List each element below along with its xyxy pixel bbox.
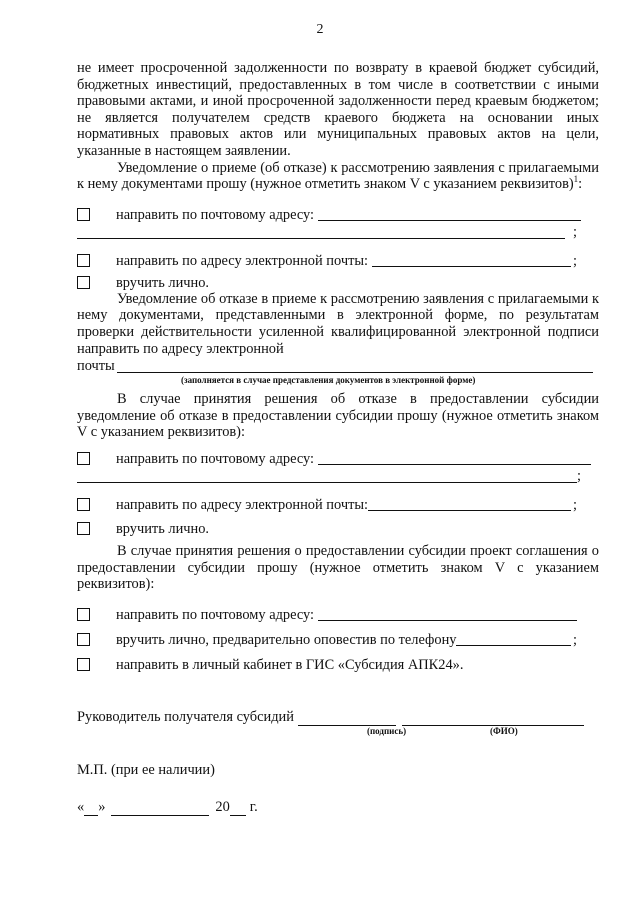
semicolon: ; (573, 223, 577, 240)
s3-postal-line2-row (77, 467, 599, 485)
s2-caption: (заполняется в случае представления документов в электронной форме) (181, 375, 476, 386)
name-line[interactable] (402, 711, 584, 726)
s3-personal-option (77, 517, 599, 537)
s4-cabinet-checkbox[interactable] (77, 658, 90, 671)
s4-postal-label: направить по почтовому адресу: (116, 606, 315, 623)
year-line[interactable] (230, 801, 246, 816)
date-close-quote: » (98, 798, 106, 815)
semicolon: ; (577, 467, 581, 484)
s4-postal-checkbox[interactable] (77, 608, 90, 621)
s1-email-label: направить по адресу электронной почты: (116, 252, 369, 269)
s4-postal-line[interactable] (318, 606, 577, 621)
semicolon: ; (573, 631, 577, 648)
s3-postal-option (77, 447, 599, 467)
s1-postal-checkbox[interactable] (77, 208, 90, 221)
date-row (77, 799, 599, 816)
s1-postal-label: направить по почтовому адресу: (116, 206, 315, 223)
s4-cabinet-label: направить в личный кабинет в ГИС «Субсидия АПК24». (116, 656, 464, 673)
s1-email-option (77, 249, 599, 269)
document-body (77, 60, 599, 816)
year-prefix: 20 (215, 798, 230, 815)
section1-paragraph (77, 160, 599, 193)
footnote-mark: 1 (573, 174, 579, 185)
s1-email-checkbox[interactable] (77, 254, 90, 267)
section1-text: Уведомление о приеме (об отказе) к рассмотрению заявления с прилагаемыми к нему документами прошу (нужное отметить знаком V с указанием реквизитов) (77, 159, 599, 193)
s3-postal-label: направить по почтовому адресу: (116, 450, 315, 467)
s3-email-label: направить по адресу электронной почты: (116, 496, 369, 513)
s3-email-option (77, 493, 599, 513)
s1-email-line[interactable] (372, 252, 571, 267)
s4-phone-line[interactable] (456, 631, 571, 646)
s1-postal-line2-row (77, 223, 599, 241)
s3-email-line[interactable] (368, 496, 571, 511)
s3-postal-checkbox[interactable] (77, 452, 90, 465)
s1-postal-option (77, 203, 599, 223)
s3-postal-line2[interactable] (77, 468, 577, 483)
s2-last-word: почты (77, 358, 115, 375)
page-number: 2 (316, 22, 324, 37)
semicolon: ; (573, 252, 577, 269)
s4-phone-checkbox[interactable] (77, 633, 90, 646)
stamp-text: М.П. (при ее наличии) (77, 761, 215, 778)
signature-label: Руководитель получателя субсидий (77, 708, 294, 725)
s3-personal-label: вручить лично. (116, 520, 209, 537)
intro-paragraph: не имеет просроченной задолженности по возврату в краевой бюджет субсидий, бюджетных инвестиций, предоставленных в том числе в соответствии с иными правовыми актами, и иной просроченной задолженности перед краевым бюджетом; не является получателем средств краевого бюджета на основании иных нормативных правовых актов или муниципальных правовых актов на цели, указанные в настоящем заявлении. (77, 60, 599, 159)
s3-email-checkbox[interactable] (77, 498, 90, 511)
s1-postal-line2[interactable] (77, 224, 565, 239)
sign-caption: (подпись) (367, 725, 407, 736)
s4-postal-option (77, 603, 599, 623)
name-caption: (ФИО) (490, 725, 518, 736)
s1-personal-option (77, 271, 599, 291)
day-line[interactable] (84, 801, 98, 816)
s3-postal-line[interactable] (318, 450, 591, 465)
signature-captions (77, 726, 599, 738)
year-suffix: г. (249, 798, 258, 815)
s2-email-row (77, 357, 599, 375)
s4-phone-label: вручить лично, предварительно оповестив по телефону (116, 631, 457, 648)
signature-row (77, 709, 599, 726)
section4-paragraph: В случае принятия решения о предоставлении субсидии проект соглашения о предоставлении субсидии прошу (нужное отметить знаком V с указанием реквизитов): (77, 542, 599, 593)
section1-colon: : (578, 176, 583, 193)
date-open-quote: « (77, 798, 85, 815)
section3-paragraph: В случае принятия решения об отказе в предоставлении субсидии уведомление об отказе в предоставлении субсидии прошу (нужное отметить знаком V с указанием реквизитов): (77, 391, 599, 441)
signature-line[interactable] (298, 711, 396, 726)
s1-personal-label: вручить лично. (116, 274, 209, 291)
s1-postal-line[interactable] (318, 206, 581, 221)
semicolon: ; (573, 496, 577, 513)
s3-personal-checkbox[interactable] (77, 522, 90, 535)
section2-paragraph: Уведомление об отказе в приеме к рассмотрению заявления с прилагаемыми к нему документами, представленными в электронной форме, по результатам проверки действительности усиленной квалифицированной электронной подписи направить по адресу электронной (77, 290, 599, 357)
s4-cabinet-option (77, 653, 599, 673)
s1-personal-checkbox[interactable] (77, 276, 90, 289)
month-line[interactable] (111, 801, 209, 816)
s2-email-line[interactable] (117, 358, 593, 373)
s4-phone-option (77, 628, 599, 648)
